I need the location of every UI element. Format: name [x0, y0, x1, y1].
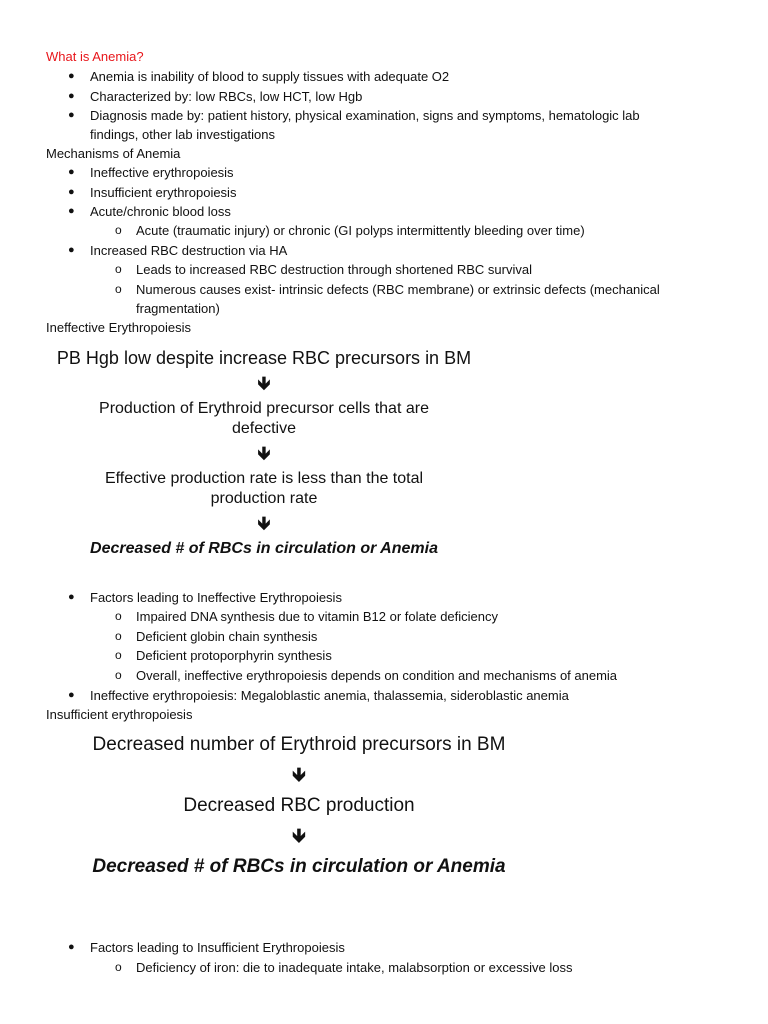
flow-step: Decreased RBC production [183, 795, 415, 816]
list-item: Anemia is inability of blood to supply tissues with adequate O2 [90, 69, 450, 84]
flow-step: PB Hgb low despite increase RBC precursors in BM [56, 348, 472, 368]
list-item: Acute/chronic blood loss [90, 204, 231, 219]
bullet-icon: ● [68, 186, 75, 198]
sub-list-item: Leads to increased RBC destruction through shortened RBC survival [136, 262, 532, 277]
sub-list-item: Acute (traumatic injury) or chronic (GI polyps intermittently bleeding over time) [136, 223, 585, 238]
section-heading: Insufficient erythropoiesis [46, 707, 193, 722]
flow-step: defective [231, 420, 297, 437]
flow-diagram-ineffective [56, 340, 472, 586]
page-title: What is Anemia? [46, 49, 144, 64]
down-arrow-icon: 🡻 [257, 443, 271, 464]
sub-list-item: Numerous causes exist- intrinsic defects (RBC membrane) or extrinsic defects (mechanical [136, 282, 660, 297]
sub-bullet-icon: o [115, 262, 122, 276]
down-arrow-icon: 🡻 [292, 764, 306, 786]
sub-bullet-icon: o [115, 648, 122, 662]
list-item: Ineffective erythropoiesis: Megaloblastic anemia, thalassemia, sideroblastic anemia [90, 688, 569, 703]
down-arrow-icon: 🡻 [292, 825, 306, 847]
sub-list-item-continuation: fragmentation) [136, 301, 220, 316]
sub-list-item: Deficient globin chain synthesis [136, 629, 318, 644]
bullet-icon: ● [68, 244, 75, 256]
sub-bullet-icon: o [115, 960, 122, 974]
bullet-icon: ● [68, 591, 75, 603]
section-heading: Mechanisms of Anemia [46, 146, 181, 161]
sub-list-item: Overall, ineffective erythropoiesis depends on condition and mechanisms of anemia [136, 668, 618, 683]
flow-step: production rate [210, 490, 318, 507]
flow-step: Decreased number of Erythroid precursors in BM [92, 734, 506, 755]
sub-bullet-icon: o [115, 282, 122, 296]
flow-step: Effective production rate is less than the total [104, 470, 424, 487]
sub-bullet-icon: o [115, 629, 122, 643]
down-arrow-icon: 🡻 [257, 513, 271, 534]
flow-outcome: Decreased # of RBCs in circulation or Anemia [90, 540, 438, 557]
list-item: Factors leading to Ineffective Erythropoiesis [90, 590, 342, 605]
sub-list-item: Deficiency of iron: die to inadequate intake, malabsorption or excessive loss [136, 960, 573, 975]
list-item: Factors leading to Insufficient Erythropoiesis [90, 940, 345, 955]
section-heading: Ineffective Erythropoiesis [46, 320, 191, 335]
list-item: Insufficient erythropoiesis [90, 185, 237, 200]
flow-diagram-insufficient [56, 728, 542, 936]
list-item-continuation: findings, other lab investigations [90, 127, 276, 142]
bullet-icon: ● [68, 689, 75, 701]
sub-bullet-icon: o [115, 668, 122, 682]
list-item: Ineffective erythropoiesis [90, 165, 234, 180]
flow-outcome: Decreased # of RBCs in circulation or Anemia [92, 856, 506, 877]
list-item: Diagnosis made by: patient history, physical examination, signs and symptoms, hematologic lab [90, 108, 640, 123]
bullet-icon: ● [68, 205, 75, 217]
bullet-icon: ● [68, 941, 75, 953]
sub-bullet-icon: o [115, 223, 122, 237]
sub-list-item: Impaired DNA synthesis due to vitamin B12 or folate deficiency [136, 609, 499, 624]
sub-list-item: Deficient protoporphyrin synthesis [136, 648, 332, 663]
bullet-icon: ● [68, 166, 75, 178]
flow-step: Production of Erythroid precursor cells that are [99, 400, 429, 417]
bullet-icon: ● [68, 70, 75, 82]
list-item: Increased RBC destruction via HA [90, 243, 288, 258]
down-arrow-icon: 🡻 [257, 373, 271, 394]
bullet-icon: ● [68, 90, 75, 102]
list-item: Characterized by: low RBCs, low HCT, low Hgb [90, 89, 363, 104]
sub-bullet-icon: o [115, 609, 122, 623]
bullet-icon: ● [68, 109, 75, 121]
